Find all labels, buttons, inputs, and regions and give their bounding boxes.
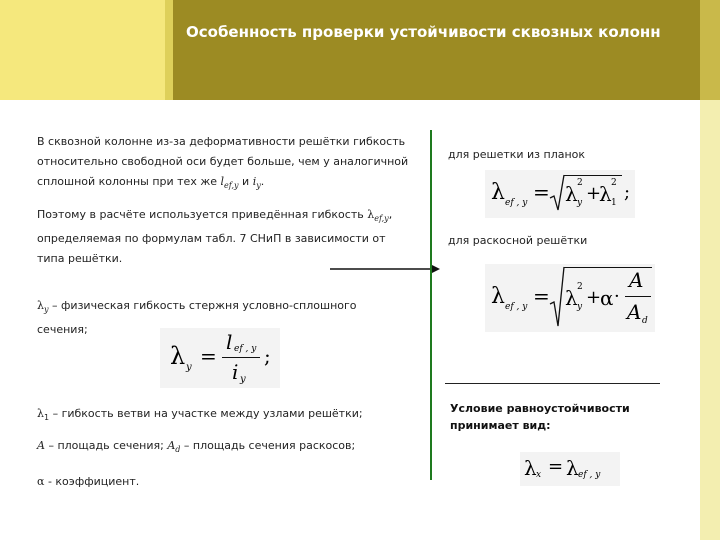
numerator-a: A	[629, 268, 644, 292]
semicolon: ;	[264, 344, 271, 368]
paragraph-reduced-rest: определяемая по формулам табл. 7 СНиП в зависимости от типа решётки.	[37, 232, 386, 266]
i-symbol: i	[252, 175, 257, 188]
numerator-l: l	[226, 330, 233, 354]
arrow-right-icon	[330, 262, 440, 276]
equals-sign: =	[548, 456, 564, 477]
title-accent-strip	[165, 0, 173, 100]
lambda-x-glyph: λ	[524, 456, 537, 480]
lambda-ef-symbol: λ	[367, 208, 375, 221]
denominator-a: A	[627, 300, 642, 324]
label-diagonal-lacing: для раскосной решётки	[448, 234, 588, 247]
lambda-1-glyph: λ	[599, 182, 612, 206]
paragraph-reduced-text: Поэтому в расчёте используется приведённая гибкость	[37, 208, 364, 221]
plus-sign: +	[586, 183, 602, 204]
formula-batten	[485, 170, 635, 218]
formula-diagonal	[485, 264, 655, 332]
sqrt-icon	[549, 266, 565, 328]
title-accent-left	[0, 0, 165, 100]
lambda-1-definition	[37, 404, 417, 428]
ad-symbol: A	[167, 439, 176, 452]
lambda-glyph: λ	[491, 284, 505, 309]
lambda-y-description: – физическая гибкость стержня условно-сплошного сечения;	[37, 299, 357, 337]
paragraph-intro	[37, 132, 412, 196]
lambda-y-symbol: λ	[37, 299, 44, 312]
formula-equal-stability	[520, 452, 620, 486]
fraction-bar	[222, 357, 260, 358]
l-symbol: l	[220, 175, 225, 188]
lambda-subscript: ef , y	[505, 302, 528, 312]
alpha-symbol: α	[37, 475, 45, 488]
lambda-y-subscript: y	[43, 305, 49, 315]
numerator-subscript: ef , y	[234, 344, 257, 354]
dot-operator: ·	[614, 286, 620, 307]
a-description: – площадь сечения;	[48, 439, 164, 452]
lambda-y-glyph: λ	[565, 286, 578, 310]
period: .	[260, 175, 265, 188]
l-subscript: ef,y	[224, 181, 239, 191]
square-exponent: 2	[611, 178, 617, 188]
and-word: и	[242, 175, 250, 188]
lambda-y-sub: y	[577, 198, 583, 208]
lambda-ef-subscript: ef,y	[374, 214, 389, 224]
denominator-i: i	[232, 360, 239, 384]
ad-subscript: d	[175, 445, 181, 455]
alpha-glyph: α	[600, 286, 614, 310]
equals-sign: =	[533, 284, 550, 308]
equals-sign: =	[533, 180, 550, 204]
ad-description: – площадь сечения раскосов;	[183, 439, 356, 452]
vertical-divider	[430, 130, 432, 480]
lambda-glyph: λ	[170, 342, 186, 370]
lambda-subscript: y	[186, 362, 192, 373]
lambda-y-glyph: λ	[565, 182, 578, 206]
lambda-ef-sub: ef , y	[578, 470, 601, 480]
a-symbol: A	[37, 439, 45, 452]
lambda-1-subscript: 1	[43, 413, 50, 423]
denominator-subscript: d	[642, 316, 648, 326]
area-definitions	[37, 436, 417, 460]
sqrt-bar	[564, 175, 622, 176]
formula-lambda-y	[160, 328, 280, 388]
i-subscript: y	[256, 181, 261, 191]
lambda-1-sub: 1	[611, 198, 617, 208]
lambda-y-sub: y	[577, 302, 583, 312]
sqrt-icon	[549, 174, 565, 212]
stability-condition-text: Условие равноустойчивости принимает вид:	[450, 402, 630, 432]
lambda-glyph: λ	[491, 180, 505, 205]
label-batten-lacing: для решетки из планок	[448, 148, 586, 161]
paragraph-reduced-slenderness: Поэтому в расчёте используется приведённая гибкость $\lambda_{ef,y}$, определяемая по формулам табл. 7 СНиП в зависимости от типа решётки.	[37, 208, 393, 266]
square-exponent: 2	[577, 178, 583, 188]
alpha-definition	[37, 472, 337, 492]
plus-sign: +	[586, 287, 602, 308]
right-accent-top	[700, 0, 720, 100]
equals-sign: =	[200, 344, 217, 368]
slide-title: Особенность проверки устойчивости сквозных колонн	[186, 23, 661, 41]
horizontal-rule	[445, 383, 660, 384]
lambda-1-description: – гибкость ветви на участке между узлами решётки;	[52, 407, 363, 420]
semicolon: ;	[624, 182, 631, 203]
alpha-description: - коэффициент.	[47, 475, 140, 488]
lambda-x-sub: x	[536, 470, 542, 480]
lambda-subscript: ef , y	[505, 198, 528, 208]
lambda-1-symbol: λ	[37, 407, 44, 420]
paragraph-intro-text: В сквозной колонне из-за деформативности решётки гибкость относительно свободной оси будет больше, чем у аналогичной сплошной колонны при тех же	[37, 135, 409, 188]
square-exponent: 2	[577, 282, 583, 292]
lambda-ef-glyph: λ	[566, 456, 579, 480]
denominator-subscript: y	[240, 374, 246, 385]
fraction-bar	[625, 296, 651, 297]
